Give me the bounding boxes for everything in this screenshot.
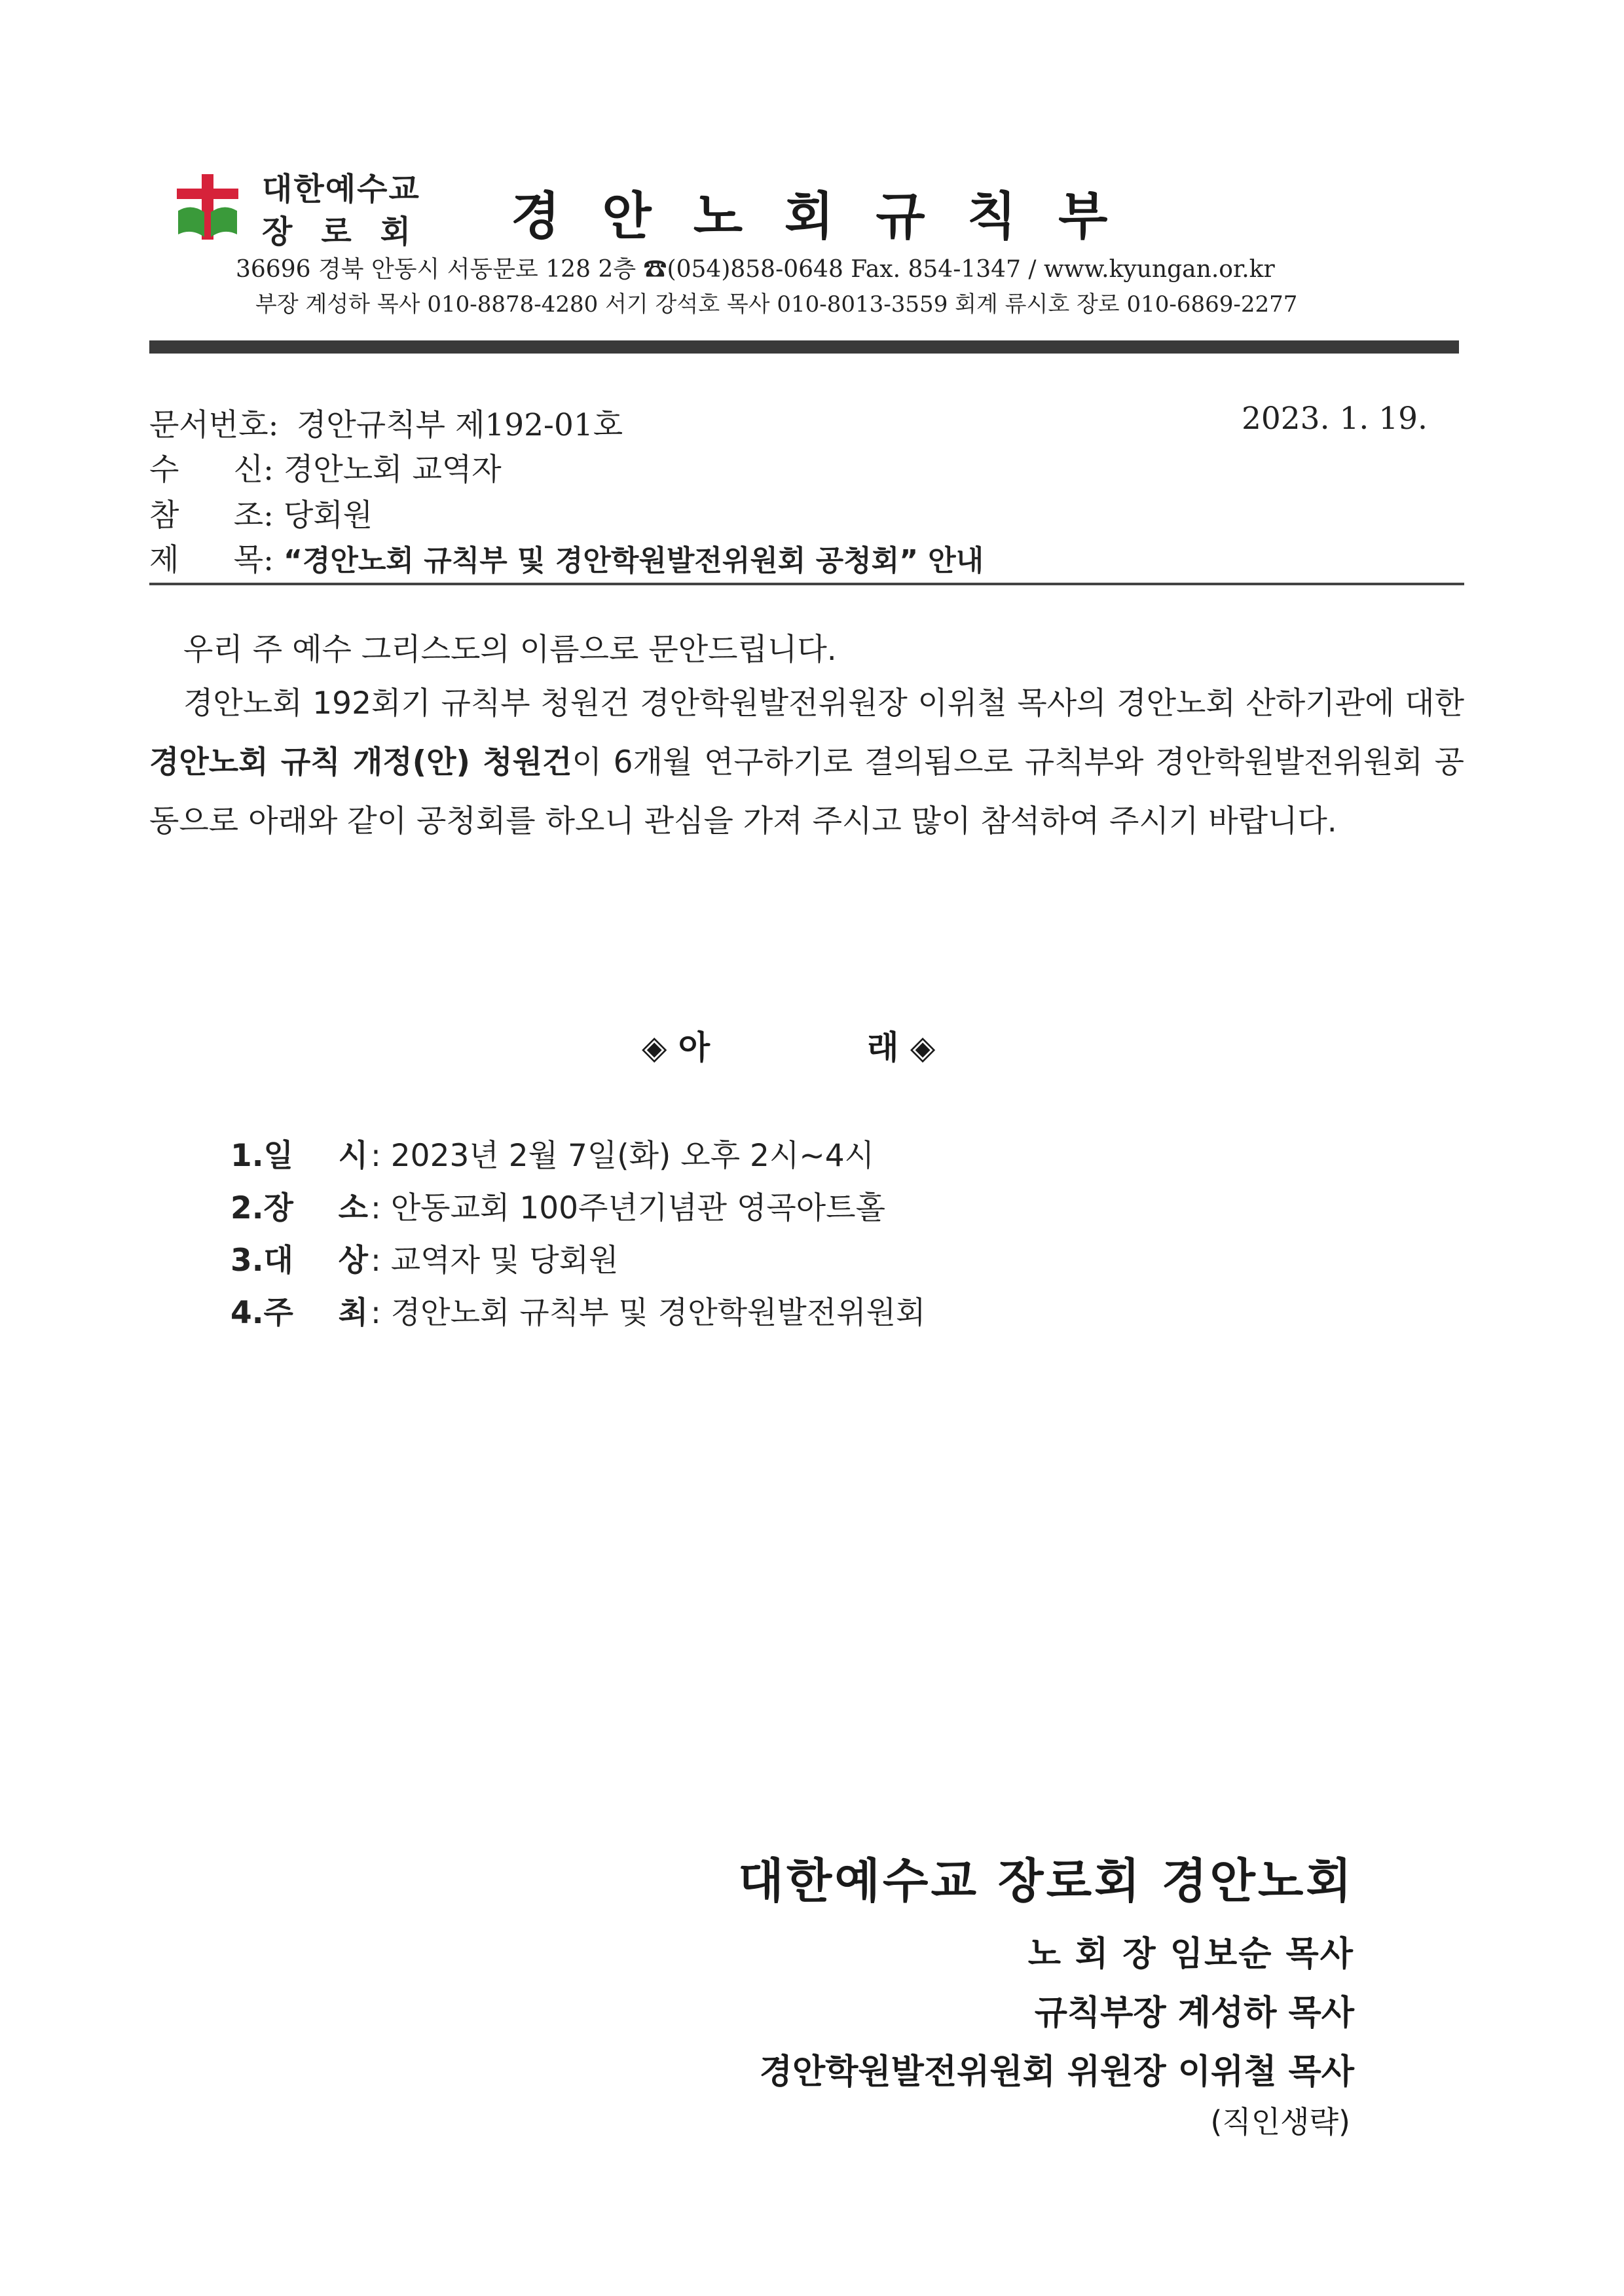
- document-date: 2023. 1. 19.: [1241, 401, 1428, 437]
- item-value: : 경안노회 규칙부 및 경안학원발전위원회: [371, 1295, 926, 1331]
- department-title: 경안노회규칙부: [511, 187, 1150, 246]
- recipient-label: 수 신:: [149, 452, 274, 488]
- item-label: 3.대 상: [231, 1243, 368, 1279]
- signature-line: 노 회 장 임보순 목사: [1027, 1935, 1354, 1974]
- item-label: 1.일 시: [231, 1138, 368, 1174]
- reference-value: 당회원: [283, 498, 373, 534]
- signature-line: 경안학원발전위원회 위원장 이위철 목사: [759, 2052, 1354, 2092]
- item-label: 2.장 소: [231, 1190, 368, 1226]
- recipient-value: 경안노회 교역자: [283, 452, 502, 488]
- item-label: 4.주 최: [231, 1295, 368, 1331]
- para-part2: 이 6개월 연구하기로 결의됨으로 규칙부와 경안학원발전위원회 공동으로 아래와 같이 공청회를 하오니 관심을 가져 주시고 많이 참석하여 주시기 바랍니다.: [149, 744, 1464, 839]
- seal-omitted-note: (직인생략): [1210, 2104, 1350, 2140]
- notice-right: 래 ◈: [867, 1029, 936, 1066]
- signature-org: 대한예수교 장로회 경안노회: [738, 1853, 1354, 1908]
- doc-no-label: 문서번호:: [149, 407, 279, 443]
- detail-item: [231, 1131, 874, 1175]
- org-name-line2: 장로회: [262, 213, 440, 250]
- detail-item: [231, 1184, 885, 1228]
- para-bold: 경안노회 규칙 개정(안) 청원건: [149, 744, 572, 780]
- notice-heading: [642, 1021, 935, 1068]
- doc-no-value: 경안규칙부 제192-01호: [297, 407, 623, 443]
- subject-label: 제 목:: [149, 542, 274, 578]
- subject-value: “경안노회 규칙부 및 경안학원발전위원회 공청회”: [283, 544, 919, 577]
- officers-line: 부장 계성하 목사 010-8878-4280 서기 강석호 목사 010-8013-3559 회계 류시호 장로 010-6869-2277: [255, 291, 1298, 318]
- body-paragraph: [149, 674, 1464, 851]
- item-value: : 교역자 및 당회원: [371, 1243, 619, 1279]
- detail-item: [231, 1236, 618, 1280]
- para-part1: 경안노회 192회기 규칙부 청원건 경안학원발전위원장 이위철 목사의 경안노회 산하기관에 대한: [183, 685, 1464, 721]
- signature-line: 규칙부장 계성하 목사: [1034, 1994, 1354, 2033]
- document-number: [149, 401, 623, 445]
- notice-left: ◈ 아: [642, 1029, 710, 1066]
- subject: [149, 536, 984, 579]
- meta-divider: [149, 583, 1464, 585]
- detail-item: [231, 1288, 925, 1332]
- org-name-line1: 대한예수교: [262, 171, 420, 208]
- address-line: 36696 경북 안동시 서동문로 128 2층 ☎(054)858-0648 Fax. 854-1347 / www.kyungan.or.kr: [236, 256, 1275, 283]
- subject-suffix: 안내: [928, 544, 984, 577]
- reference: [149, 491, 373, 535]
- cross-logo-icon: [172, 172, 244, 244]
- recipient: [149, 445, 502, 489]
- greeting: 우리 주 예수 그리스도의 이름으로 문안드립니다.: [183, 632, 837, 668]
- item-value: : 2023년 2월 7일(화) 오후 2시~4시: [371, 1138, 875, 1174]
- reference-label: 참 조:: [149, 498, 274, 534]
- header-divider: [149, 340, 1459, 354]
- item-value: : 안동교회 100주년기념관 영곡아트홀: [371, 1190, 885, 1226]
